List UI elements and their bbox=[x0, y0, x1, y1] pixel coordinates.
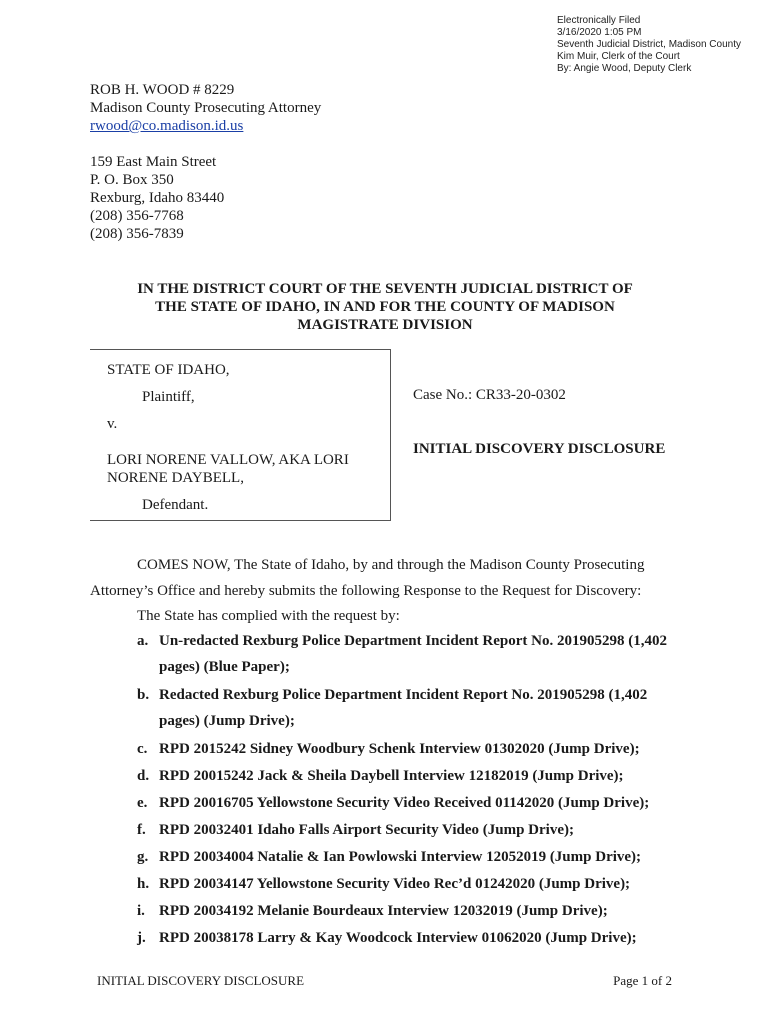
plaintiff-name: STATE OF IDAHO, bbox=[107, 362, 230, 378]
item-letter: i. bbox=[137, 903, 145, 919]
case-number: Case No.: CR33-20-0302 bbox=[413, 387, 566, 403]
attorney-phone: (208) 356-7768 bbox=[90, 208, 184, 224]
attorney-street: 159 East Main Street bbox=[90, 154, 217, 170]
footer-title: INITIAL DISCOVERY DISCLOSURE bbox=[97, 973, 305, 988]
defendant-name-line1: LORI NORENE VALLOW, AKA LORI bbox=[107, 452, 349, 468]
attorney-block bbox=[90, 81, 321, 243]
item-letter: c. bbox=[137, 741, 148, 757]
item-text-cont: pages) (Jump Drive); bbox=[159, 713, 295, 729]
attorney-title: Madison County Prosecuting Attorney bbox=[90, 100, 322, 116]
court-heading-line: IN THE DISTRICT COURT OF THE SEVENTH JUDICIAL DISTRICT OF bbox=[137, 281, 633, 297]
attorney-name: ROB H. WOOD # 8229 bbox=[90, 82, 235, 98]
defendant-role: Defendant. bbox=[142, 497, 209, 513]
defendant-name-line2: NORENE DAYBELL, bbox=[107, 470, 244, 486]
filing-stamp bbox=[557, 15, 741, 75]
intro-paragraph-line1: COMES NOW, The State of Idaho, by and through the Madison County Prosecuting bbox=[137, 557, 645, 573]
item-text-cont: pages) (Blue Paper); bbox=[159, 659, 290, 675]
court-heading-line: MAGISTRATE DIVISION bbox=[297, 317, 473, 333]
item-text: RPD 20032401 Idaho Falls Airport Security Video (Jump Drive); bbox=[159, 822, 574, 838]
item-letter: d. bbox=[137, 768, 150, 784]
court-heading bbox=[60, 280, 710, 334]
item-text: RPD 20034147 Yellowstone Security Video Rec’d 01242020 (Jump Drive); bbox=[159, 876, 631, 892]
page-number: Page 1 of 2 bbox=[613, 973, 672, 988]
case-caption-box bbox=[90, 349, 391, 521]
stamp-line: 3/16/2020 1:05 PM bbox=[557, 27, 642, 38]
item-letter: f. bbox=[137, 822, 146, 838]
intro-paragraph-line2: Attorney’s Office and hereby submits the following Response to the Request for Discovery: bbox=[90, 583, 642, 599]
versus-label: v. bbox=[107, 416, 118, 432]
stamp-line: By: Angie Wood, Deputy Clerk bbox=[557, 63, 692, 74]
stamp-line: Seventh Judicial District, Madison County bbox=[557, 39, 741, 50]
item-text: RPD 2015242 Sidney Woodbury Schenk Interview 01302020 (Jump Drive); bbox=[159, 741, 640, 757]
item-text: RPD 20034004 Natalie & Ian Powlowski Interview 12052019 (Jump Drive); bbox=[159, 849, 642, 865]
item-letter: e. bbox=[137, 795, 148, 811]
stamp-line: Electronically Filed bbox=[557, 15, 641, 26]
complied-statement: The State has complied with the request by: bbox=[137, 608, 400, 624]
court-heading-line: THE STATE OF IDAHO, IN AND FOR THE COUNTY OF MADISON bbox=[155, 299, 615, 315]
item-text: RPD 20038178 Larry & Kay Woodcock Interview 01062020 (Jump Drive); bbox=[159, 930, 637, 946]
attorney-email-link[interactable]: rwood@co.madison.id.us bbox=[90, 118, 244, 134]
document-title: INITIAL DISCOVERY DISCLOSURE bbox=[413, 441, 666, 457]
item-text: Un-redacted Rexburg Police Department Incident Report No. 201905298 (1,402 bbox=[159, 633, 667, 649]
item-text: RPD 20016705 Yellowstone Security Video Received 01142020 (Jump Drive); bbox=[159, 795, 650, 811]
item-letter: j. bbox=[137, 930, 146, 946]
stamp-line: Kim Muir, Clerk of the Court bbox=[557, 51, 680, 62]
attorney-po-box: P. O. Box 350 bbox=[90, 172, 174, 188]
item-letter: h. bbox=[137, 876, 150, 892]
item-text: RPD 20034192 Melanie Bourdeaux Interview 12032019 (Jump Drive); bbox=[159, 903, 608, 919]
plaintiff-role: Plaintiff, bbox=[142, 389, 195, 405]
item-letter: a. bbox=[137, 633, 149, 649]
attorney-city: Rexburg, Idaho 83440 bbox=[90, 190, 225, 206]
item-letter: b. bbox=[137, 687, 150, 703]
item-text: RPD 20015242 Jack & Sheila Daybell Interview 12182019 (Jump Drive); bbox=[159, 768, 624, 784]
item-letter: g. bbox=[137, 849, 149, 865]
item-text: Redacted Rexburg Police Department Incident Report No. 201905298 (1,402 bbox=[159, 687, 648, 703]
attorney-fax: (208) 356-7839 bbox=[90, 226, 184, 242]
